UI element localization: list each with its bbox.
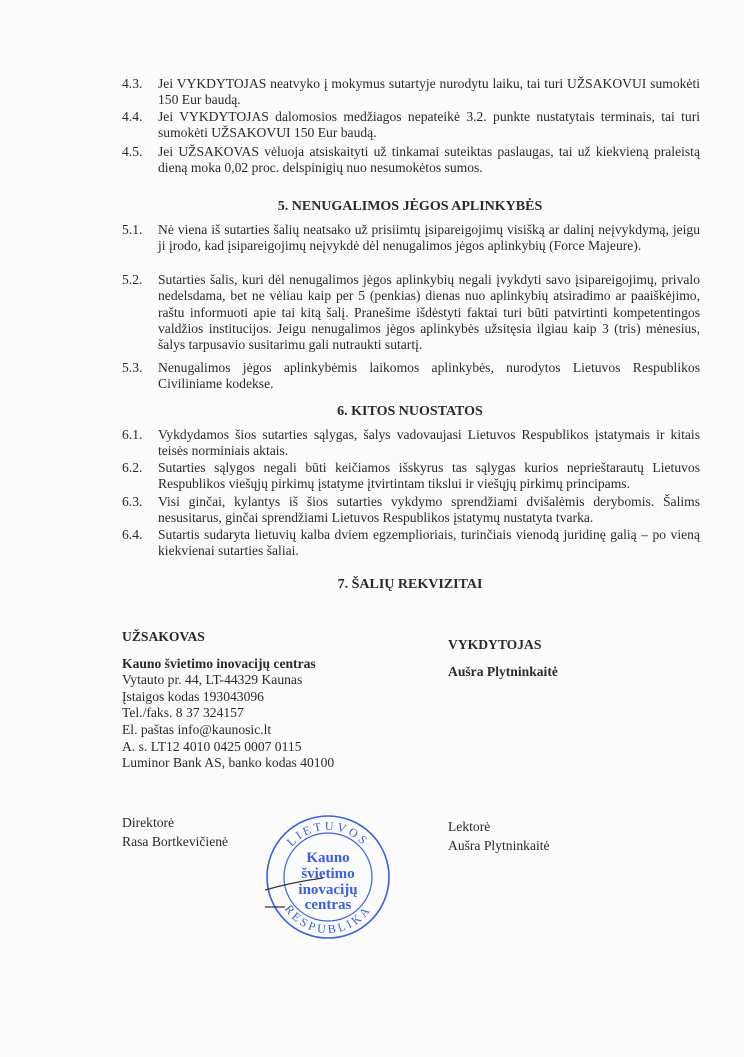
clause-4-3 <box>122 76 700 109</box>
clause-text: Jei VYKDYTOJAS neatvyko į mokymus sutartyje nurodytu laiku, tai turi UŽSAKOVUI sumokėti 150 Eur baudą. <box>158 76 700 108</box>
clause-text: Jei VYKDYTOJAS dalomosios medžiagos nepateikė 3.2. punkte nustatytais terminais, tai turi sumokėti UŽSAKOVUI 150 Eur baudą. <box>158 109 700 141</box>
contractor-role: Lektorė <box>448 819 491 834</box>
customer-role: Direktorė <box>122 815 175 830</box>
customer-account: A. s. LT12 4010 0425 0007 0115 <box>122 738 302 754</box>
clause-number: 4.3. <box>122 76 143 91</box>
clause-text: Nė viena iš sutarties šalių neatsako už prisiimtų įsipareigojimų visišką ar dalinį neįvykdymą, jeigu ji įrodo, kad įsipareigojimų neįvykdė dėl nenugalimos jėgos aplinkybių (Force Majeure). <box>158 222 700 254</box>
clause-number: 5.2. <box>122 272 143 287</box>
clause-number: 4.5. <box>122 144 143 159</box>
clause-4-5 <box>122 144 700 177</box>
section-7-heading: 7. ŠALIŲ REKVIZITAI <box>337 577 483 592</box>
section-6-heading: 6. KITOS NUOSTATOS <box>337 404 483 419</box>
section-5-heading: 5. NENUGALIMOS JĖGOS APLINKYBĖS <box>277 199 543 214</box>
clause-text: Sutartis sudaryta lietuvių kalba dviem egzemplioriais, turinčiais vienodą juridinę galią – po vieną kiekvienai sutarties šaliai. <box>158 527 700 559</box>
clause-number: 6.4. <box>122 527 143 542</box>
clause-6-1 <box>122 427 700 460</box>
clause-number: 5.1. <box>122 222 143 237</box>
clause-number: 5.3. <box>122 360 143 375</box>
clause-5-3 <box>122 360 700 393</box>
clause-4-4 <box>122 109 700 142</box>
official-stamp <box>263 812 393 942</box>
contractor-name: Aušra Plytninkaitė <box>448 663 558 679</box>
customer-code: Įstaigos kodas 193043096 <box>122 688 264 704</box>
customer-name: Kauno švietimo inovacijų centras <box>122 655 316 671</box>
clause-number: 6.3. <box>122 494 143 509</box>
customer-details <box>122 629 334 772</box>
clause-text: Vykdydamos šios sutarties sąlygas, šalys vadovaujasi Lietuvos Respublikos įstatymais ir kitais teisės norminiais aktais. <box>158 427 700 459</box>
stamp-line: Kauno <box>306 850 350 866</box>
clause-6-3 <box>122 494 700 527</box>
clause-5-1 <box>122 222 700 255</box>
clause-text: Sutarties šalis, kuri dėl nenugalimos jėgos aplinkybių negali įvykdyti savo įsipareigojimų, privalo nedelsdama, bet ne vėliau kaip per 5 (penkias) dienas nuo aplinkybių atsiradimo ar paaiškėjimo, raštu informuoti apie tai kitą šalį. Pranešime išdėstyti faktai turi būti patvirtinti kompetentingos valdžios institucijos. Jeigu nenugalimos jėgos aplinkybės užsitęsia ilgiau kaip 3 (tris) mėnesius, šalys tarpusavio susitarimu gali nutraukti sutartį. <box>158 272 700 353</box>
contractor-signer: Aušra Plytninkaitė <box>448 838 550 853</box>
clause-text: Nenugalimos jėgos aplinkybėmis laikomos aplinkybės, nurodytos Lietuvos Respublikos Civiliniame kodekse. <box>158 360 700 392</box>
contractor-signature <box>448 817 550 855</box>
clause-5-2 <box>122 272 700 353</box>
contractor-heading: VYKDYTOJAS <box>448 637 542 652</box>
clause-number: 6.1. <box>122 427 143 442</box>
stamp-line: centras <box>304 897 352 913</box>
clause-number: 6.2. <box>122 460 143 475</box>
stamp-bottom-text: RESPUBLIKA <box>281 902 375 937</box>
customer-signature <box>122 813 228 851</box>
customer-address: Vytauto pr. 44, LT-44329 Kaunas <box>122 672 303 688</box>
clause-text: Jei UŽSAKOVAS vėluoja atsiskaityti už tinkamai suteiktas paslaugas, tai už kiekvieną praleistą dieną moka 0,02 proc. delspinigių nuo nesumokėtos sumos. <box>158 144 700 176</box>
customer-bank: Luminor Bank AS, banko kodas 40100 <box>122 755 335 771</box>
stamp-line: inovacijų <box>298 882 358 898</box>
customer-heading: UŽSAKOVAS <box>122 629 205 644</box>
clause-6-2 <box>122 460 700 493</box>
contractor-details <box>448 637 558 680</box>
customer-email: El. paštas info@kaunosic.lt <box>122 721 272 737</box>
stamp-line: švietimo <box>301 866 355 882</box>
clause-text: Visi ginčai, kylantys iš šios sutarties vykdymo sprendžiami dvišalėmis derybomis. Šalims nesusitarus, ginčai sprendžiami Lietuvos Respublikos įstatymų nustatyta tvarka. <box>158 494 700 526</box>
clause-number: 4.4. <box>122 109 143 124</box>
clause-6-4 <box>122 527 700 560</box>
customer-signer: Rasa Bortkevičienė <box>122 834 229 849</box>
clause-text: Sutarties sąlygos negali būti keičiamos išskyrus tas sąlygas kurios neprieštarautų Lietuvos Respublikos viešųjų pirkimų įstatyme įtvirtintam tikslui ir viešųjų pirkimų principams. <box>158 460 700 492</box>
stamp-top-text: LIETUVOS <box>283 818 373 850</box>
customer-phone: Tel./faks. 8 37 324157 <box>122 705 244 721</box>
